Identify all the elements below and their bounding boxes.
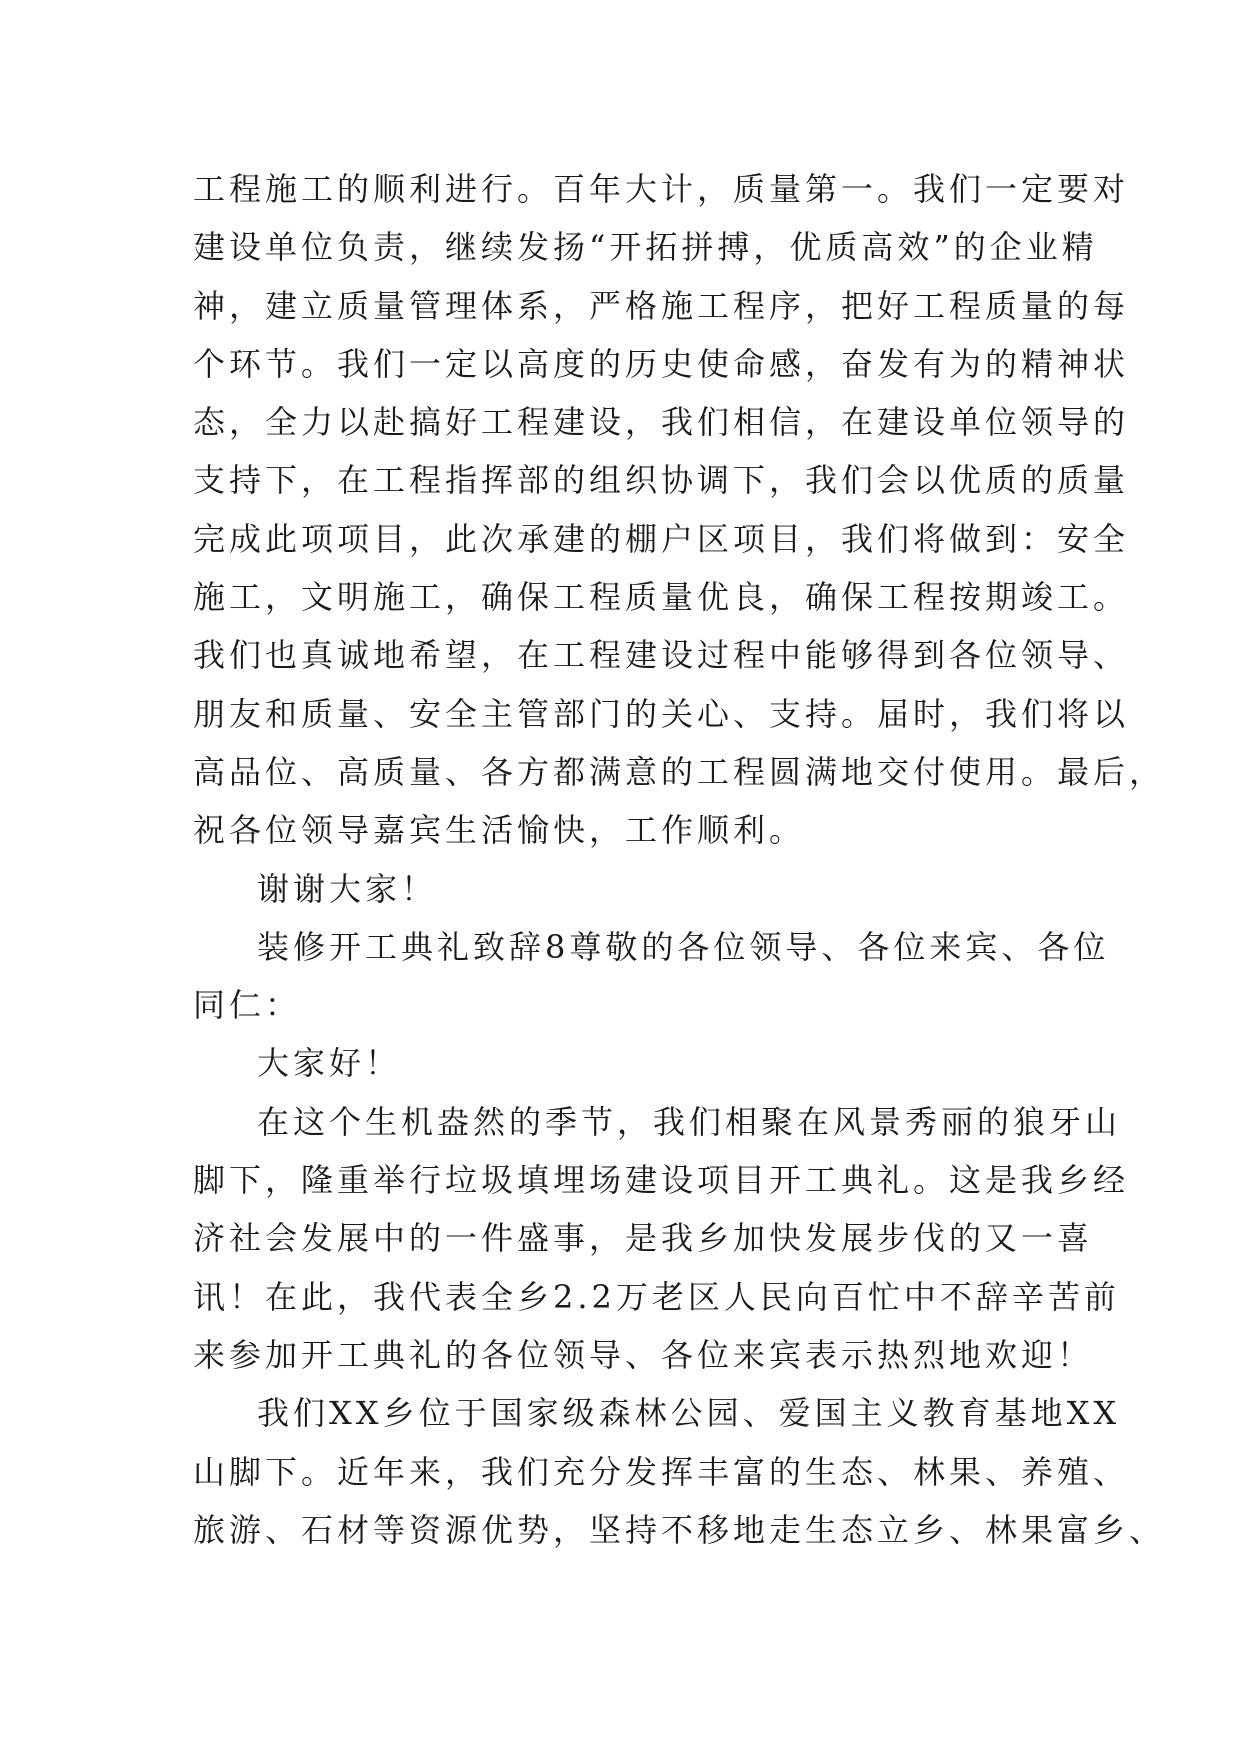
text-line: 讯！在此，我代表全乡2.2万老区人民向百忙中不辞辛苦前 xyxy=(193,1277,1120,1316)
text-line: 建设单位负责，继续发扬“开拓拼搏，优质高效”的企业精 xyxy=(193,228,1098,267)
document-body xyxy=(193,160,1166,1559)
text-line: 工程施工的顺利进行。百年大计，质量第一。我们一定要对 xyxy=(193,170,1130,208)
text-line: 来参加开工典礼的各位领导、各位来宾表示热烈地欢迎！ xyxy=(193,1335,1094,1374)
text-line: 脚下，隆重举行垃圾填埋场建设项目开工典礼。这是我乡经 xyxy=(193,1161,1130,1200)
text-line: 济社会发展中的一件盛事，是我乡加快发展步伐的又一喜 xyxy=(193,1219,1094,1258)
text-line: 个环节。我们一定以高度的历史使命感，奋发有为的精神状 xyxy=(193,344,1130,383)
text-line: 高品位、高质量、各方都满意的工程圆满地交付使用。最后， xyxy=(193,752,1166,791)
text-line: 谢谢大家！ xyxy=(257,869,438,908)
text-line: 祝各位领导嘉宾生活愉快，工作顺利。 xyxy=(193,811,806,850)
text-line: 支持下，在工程指挥部的组织协调下，我们会以优质的质量 xyxy=(193,461,1130,500)
text-line: 神，建立质量管理体系，严格施工程序，把好工程质量的每 xyxy=(193,286,1130,325)
text-line: 施工，文明施工，确保工程质量优良，确保工程按期竣工。 xyxy=(193,578,1130,617)
text-line: 态，全力以赴搞好工程建设，我们相信，在建设单位领导的 xyxy=(193,403,1130,442)
text-line: 朋友和质量、安全主管部门的关心、支持。届时，我们将以 xyxy=(193,694,1130,733)
text-line: 大家好！ xyxy=(257,1044,402,1083)
text-line: 装修开工典礼致辞8尊敬的各位领导、各位来宾、各位 xyxy=(257,927,1110,966)
text-line: 我们XX乡位于国家级森林公园、爱国主义教育基地XX xyxy=(257,1394,1121,1433)
text-line: 山脚下。近年来，我们充分发挥丰富的生态、林果、养殖、 xyxy=(193,1452,1130,1491)
text-line: 我们也真诚地希望，在工程建设过程中能够得到各位领导、 xyxy=(193,636,1130,675)
text-line: 旅游、石材等资源优势，坚持不移地走生态立乡、林果富乡、 xyxy=(193,1510,1166,1549)
text-line: 同仁： xyxy=(193,986,302,1025)
text-line: 在这个生机盎然的季节，我们相聚在风景秀丽的狼牙山 xyxy=(257,1102,1122,1141)
text-line: 完成此项项目，此次承建的棚户区项目，我们将做到：安全 xyxy=(193,519,1130,558)
